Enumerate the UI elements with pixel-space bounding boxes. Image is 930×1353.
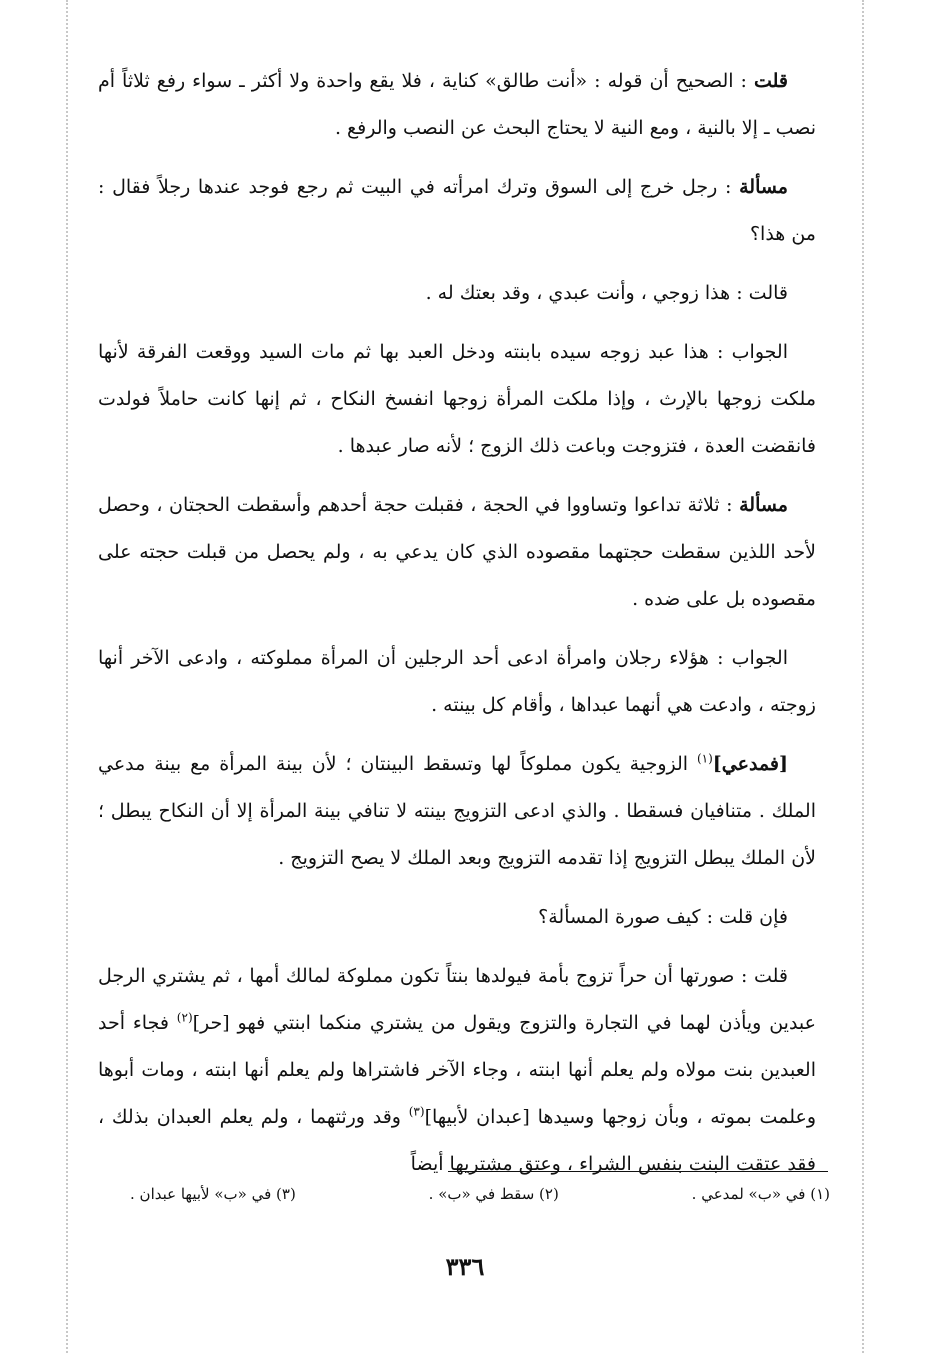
footnotes (130, 1185, 830, 1203)
paragraph-text-continued: فجاء أحد العبدين بنت مولاه ولم يعلم أنها ابنته ، وجاء الآخر فاشتراها ولم يعلم أنها ابنته ، ومات أبوها وعلمت بموته ، وبأن زوجها وسيدها [عبدان لأبيها] (98, 1012, 816, 1128)
paragraph-text: الزوجية يكون مملوكاً لها وتسقط البينتان ؛ لأن بينة المرأة مع بينة مدعي الملك . متنافيان فسقطا . والذي ادعى التزويج بينته لا تنافي بينة المرأة إلا أن النكاح يبطل ؛ لأن الملك يبطل التزويج إذا تقدمه التزويج وبعد الملك لا يصح التزويج . (98, 753, 816, 869)
paragraph-text-continued: وقد ورثتهما ، ولم يعلم العبدان بذلك ، فقد عتقت البنت بنفس الشراء ، وعتق مشتريها أيضاً (98, 1106, 816, 1175)
paragraph-lead: الجواب (731, 341, 788, 363)
paragraph-9 (98, 953, 816, 1188)
paragraph-lead: الجواب (731, 647, 788, 669)
paragraph-lead: مسألة (739, 494, 788, 516)
footnote-separator (448, 1171, 828, 1172)
paragraph-lead: قالت (748, 282, 788, 304)
paragraph-2 (98, 164, 816, 258)
scan-margin-line-left (66, 0, 68, 1353)
scan-margin-line-right (862, 0, 864, 1353)
paragraph-text: : هذا زوجي ، وأنت عبدي ، وقد بعتك له . (425, 282, 743, 304)
paragraph-lead: [فمدعي] (712, 753, 788, 775)
footnote-ref-2: (٢) (176, 1010, 193, 1025)
paragraph-text: : صورتها أن حراً تزوج بأمة فيولدها بنتاً تكون مملوكة لمالك أمها ، ثم يشتري الرجل عبدين ويأذن لهما في التجارة والتزوج ويقول من يشتري منكما ابنتي فهو [حر] (98, 965, 816, 1034)
page-number: ٣٣٦ (445, 1252, 485, 1281)
paragraph-7 (98, 741, 816, 882)
paragraph-8 (98, 894, 816, 941)
paragraph-lead: قلت (753, 965, 788, 987)
paragraph-text: : ثلاثة تداعوا وتساووا في الحجة ، فقبلت حجة أحدهم وأسقطت الحجتان ، وحصل لأحد اللذين سقطت حجتهما مقصوده الذي كان يدعي به ، ولم يحصل من قبلت حجته على مقصوده بل على ضده . (98, 494, 816, 610)
footnote-ref-3: (٣) (408, 1104, 425, 1119)
paragraph-text: : هؤلاء رجلان وامرأة ادعى أحد الرجلين أن المرأة مملوكته ، وادعى الآخر أنها زوجته ، وادعت هي أنهما عبداها ، وأقام كل بينته . (98, 647, 816, 716)
footnote-2: (٢) سقط في «ب» . (428, 1185, 559, 1203)
paragraph-4 (98, 329, 816, 470)
paragraph-lead: قلت (753, 70, 788, 92)
footnote-1: (١) في «ب» لمدعي . (691, 1185, 830, 1203)
footnote-3: (٣) في «ب» لأبيها عبدان . (130, 1185, 296, 1203)
paragraph-6 (98, 635, 816, 729)
paragraph-text: : رجل خرج إلى السوق وترك امرأته في البيت ثم رجع فوجد عندها رجلاً فقال : من هذا؟ (98, 176, 816, 245)
paragraph-lead: فإن قلت (719, 906, 788, 928)
paragraph-text: : هذا عبد زوجه سيده بابنته ودخل العبد بها ثم مات السيد ووقعت الفرقة لأنها ملكت زوجها بالإرث ، وإذا ملكت المرأة زوجها انفسخ النكاح ، ثم إنها كانت حاملاً فولدت فانقضت العدة ، فتزوجت وباعت ذلك الزوج ؛ لأنه صار عبدها . (98, 341, 816, 457)
paragraph-lead: مسألة (739, 176, 788, 198)
main-text-column (98, 58, 816, 1200)
paragraph-5 (98, 482, 816, 623)
paragraph-text: : كيف صورة المسألة؟ (538, 906, 714, 928)
footnote-ref-1: (١) (696, 751, 713, 766)
paragraph-1 (98, 58, 816, 152)
paragraph-3 (98, 270, 816, 317)
paragraph-text: : الصحيح أن قوله : «أنت طالق» كناية ، فلا يقع واحدة ولا أكثر ـ سواء رفع ثلاثاً أم نصب ـ إلا بالنية ، ومع النية لا يحتاج البحث عن النصب والرفع . (98, 70, 816, 139)
